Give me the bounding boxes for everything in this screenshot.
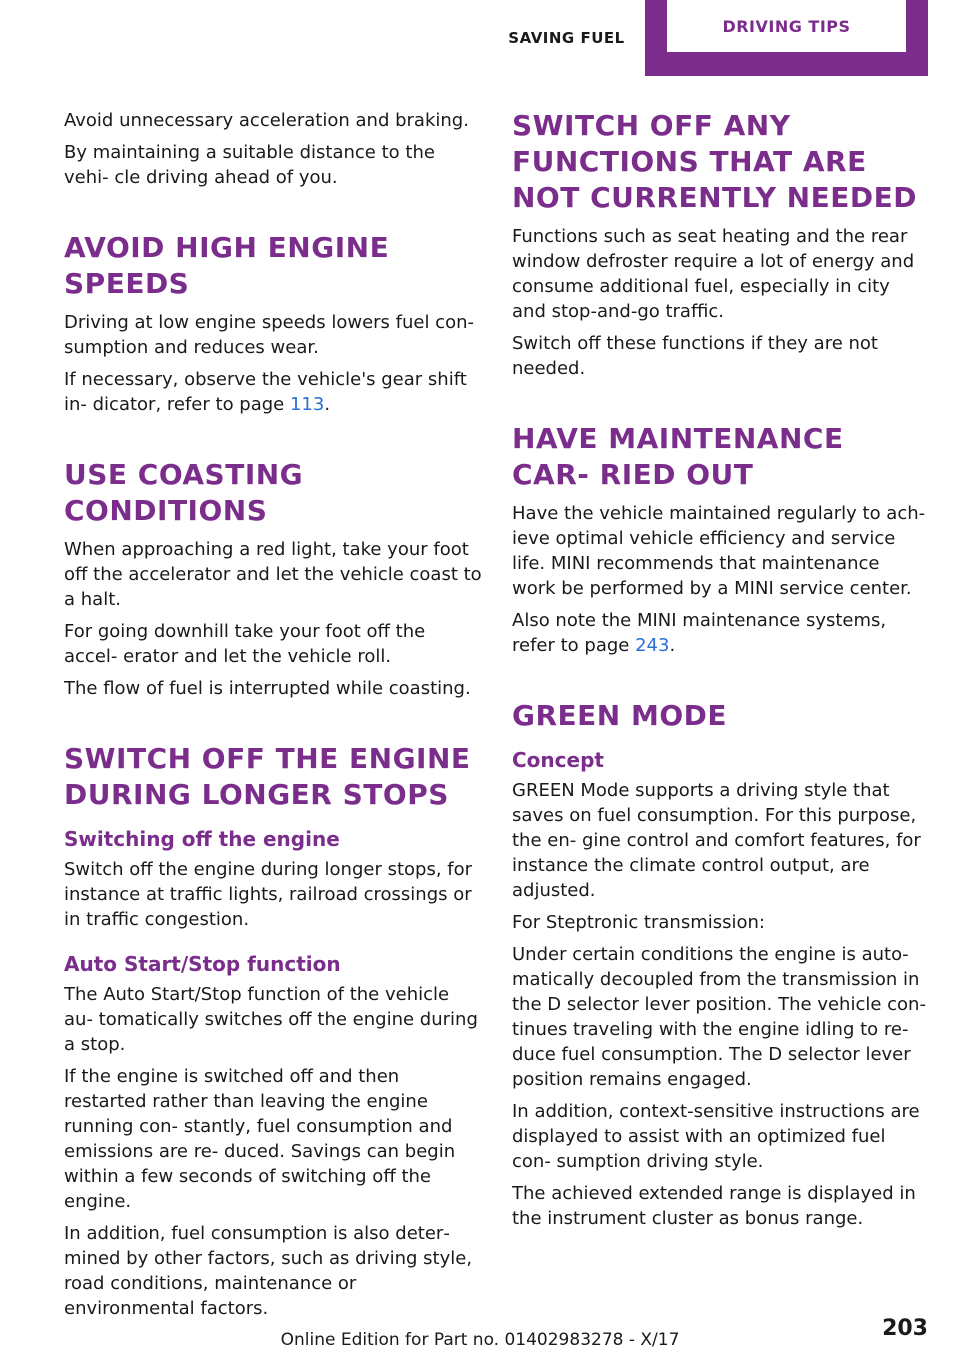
paragraph: Under certain conditions the engine is auto‐ matically decoupled from the transmission in the D selector lever position. The vehicle con‐ tinues traveling with the engine idling to re‐ duce fuel consumption. The D selector lever position remains engaged.: [512, 944, 926, 1090]
heading-avoid-high-engine-speeds: AVOID HIGH ENGINE SPEEDS: [64, 231, 390, 300]
paragraph-end: .: [324, 394, 331, 415]
subheading-auto-start-stop: Auto Start/Stop function: [64, 952, 341, 976]
header-chapter-label: DRIVING TIPS: [667, 0, 906, 52]
paragraph: For Steptronic transmission:: [512, 912, 765, 933]
page-link-243[interactable]: 243: [635, 635, 670, 656]
paragraph: The achieved extended range is displayed in the instrument cluster as bonus range.: [512, 1183, 916, 1229]
paragraph-gear-shift: [64, 367, 482, 417]
paragraph: GREEN Mode supports a driving style that saves on fuel consumption. For this purpose, the en‐ gine control and comfort features, for instance the climate control output, are adjusted.: [512, 780, 921, 901]
heading-switch-off-functions: SWITCH OFF ANY FUNCTIONS THAT ARE NOT CURRENTLY NEEDED: [512, 109, 917, 214]
heading-use-coasting-conditions: USE COASTING CONDITIONS: [64, 458, 304, 527]
heading-green-mode: GREEN MODE: [512, 699, 728, 732]
header-section-label: SAVING FUEL: [508, 29, 625, 47]
paragraph: The Auto Start/Stop function of the vehicle au‐ tomatically switches off the engine during a stop.: [64, 984, 478, 1055]
heading-switch-off-engine-longer-stops: SWITCH OFF THE ENGINE DURING LONGER STOPS: [64, 742, 471, 811]
header-section-tab: [488, 0, 645, 76]
paragraph-maintenance-systems: [512, 608, 928, 658]
paragraph: Driving at low engine speeds lowers fuel con‐ sumption and reduces wear.: [64, 312, 474, 358]
paragraph: Functions such as seat heating and the rear window defroster require a lot of energy and consume additional fuel, especially in city and stop-and-go traffic.: [512, 226, 915, 322]
footer-edition: Online Edition for Part no. 01402983278 - X/17: [280, 1330, 680, 1350]
paragraph: Switch off the engine during longer stops, for instance at traffic lights, railroad crossings or in traffic congestion.: [64, 859, 473, 930]
paragraph: When approaching a red light, take your foot off the accelerator and let the vehicle coast to a halt.: [64, 539, 482, 610]
paragraph: The flow of fuel is interrupted while coasting.: [64, 678, 471, 699]
page-number: 203: [882, 1316, 928, 1341]
left-column: [64, 108, 482, 1328]
paragraph: For going downhill take your foot off the accel‐ erator and let the vehicle roll.: [64, 621, 426, 667]
paragraph-text: If necessary, observe the vehicle's gear shift in‐ dicator, refer to page: [64, 369, 467, 415]
right-column: [512, 108, 928, 1238]
paragraph: Have the vehicle maintained regularly to ach‐ ieve optimal vehicle efficiency and service life. MINI recommends that maintenance work be performed by a MINI service center.: [512, 503, 926, 599]
paragraph: In addition, context-sensitive instructions are displayed to assist with an optimized fuel con‐ sumption driving style.: [512, 1101, 920, 1172]
paragraph: If the engine is switched off and then restarted rather than leaving the engine running con‐ stantly, fuel consumption and emissions are re‐ duced. Savings can begin within a few seconds of switching off the engine.: [64, 1066, 456, 1212]
subheading-switching-off-engine: Switching off the engine: [64, 827, 340, 851]
page-link-113[interactable]: 113: [289, 394, 325, 415]
paragraph: Avoid unnecessary acceleration and braking.: [64, 110, 469, 131]
paragraph-text: Also note the MINI maintenance systems, refer to page: [512, 610, 887, 656]
heading-have-maintenance: HAVE MAINTENANCE CAR‐ RIED OUT: [512, 422, 844, 491]
paragraph-end: .: [669, 635, 676, 656]
paragraph: Switch off these functions if they are not needed.: [512, 333, 878, 379]
header-chapter-tab: [645, 0, 928, 76]
subheading-concept: Concept: [512, 748, 604, 772]
paragraph: By maintaining a suitable distance to the vehi‐ cle driving ahead of you.: [64, 142, 435, 188]
paragraph: In addition, fuel consumption is also deter‐ mined by other factors, such as driving style, road conditions, maintenance or environmental factors.: [64, 1223, 473, 1319]
